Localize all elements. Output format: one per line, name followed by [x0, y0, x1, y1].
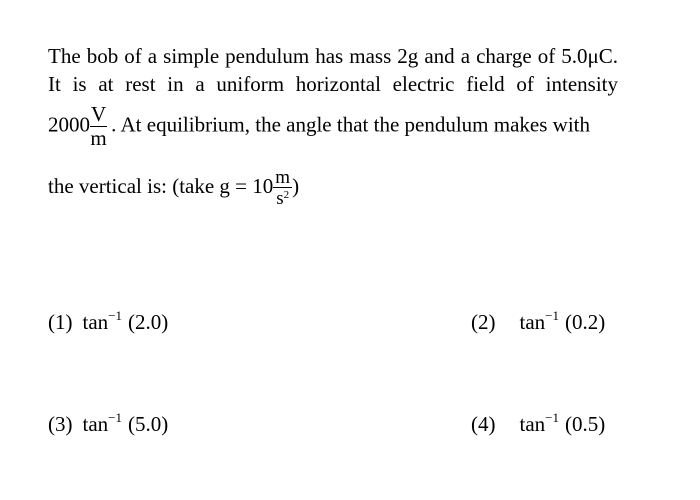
g-unit-fraction: [273, 168, 292, 208]
field-unit-denominator: m: [90, 126, 107, 150]
option-1-arg: (2.0): [128, 310, 169, 334]
option-3-arg: (5.0): [128, 412, 169, 436]
g-unit-denominator: $s^2$: [276, 188, 290, 209]
option-2-func: tan: [519, 310, 546, 334]
question-line-2: [48, 72, 618, 96]
g-unit-numerator: m: [275, 167, 291, 188]
field-unit-numerator: V: [91, 102, 107, 126]
field-unit-fraction: [90, 104, 107, 149]
option-3-exp: −1: [108, 410, 122, 425]
option-2-number: (2): [471, 310, 496, 334]
option-3-number: (3): [48, 412, 73, 436]
option-4-func: tan: [519, 412, 546, 436]
question-line-1-text: The bob of a simple pendulum has mass 2g and a charge of 5.0μC.: [48, 44, 618, 68]
option-2[interactable]: [471, 310, 605, 334]
question-line-2-text: It is at rest in a uniform horizontal electric field of intensity: [48, 72, 618, 96]
field-value: 2000: [48, 112, 90, 137]
option-3-func: tan: [82, 412, 109, 436]
question-line-3-text: . At equilibrium, the angle that the pendulum makes with: [111, 112, 590, 137]
question-line-4-prefix: the vertical is: (take g = 10: [48, 173, 274, 198]
option-1-number: (1): [48, 310, 73, 334]
option-2-arg: (0.2): [565, 310, 606, 334]
option-1-exp: −1: [108, 308, 122, 323]
question-line-4: [48, 168, 299, 208]
option-2-exp: −1: [545, 308, 559, 323]
option-4-arg: (0.5): [565, 412, 606, 436]
option-3[interactable]: [48, 412, 168, 436]
option-4-number: (4): [471, 412, 496, 436]
option-4-exp: −1: [545, 410, 559, 425]
option-1-func: tan: [82, 310, 109, 334]
option-1[interactable]: [48, 310, 168, 334]
option-4[interactable]: [471, 412, 605, 436]
question-line-4-suffix: ): [292, 173, 300, 198]
question-line-3: [48, 104, 590, 149]
question-line-1: [48, 44, 618, 68]
